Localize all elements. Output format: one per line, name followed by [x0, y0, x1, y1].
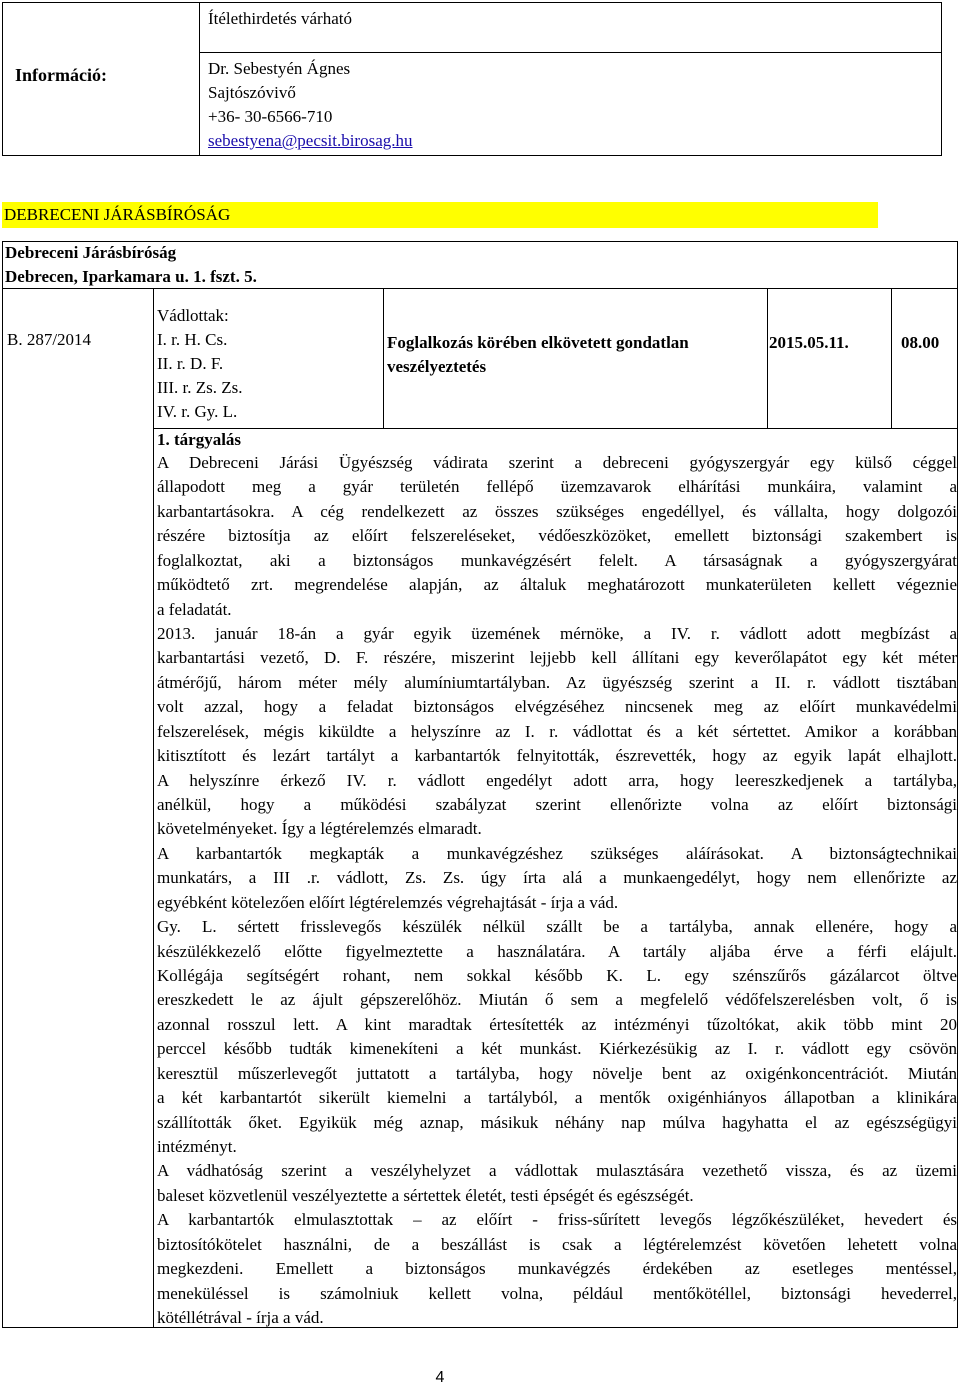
page-number: 4	[435, 1369, 445, 1386]
description-line: anélkül, hogy a működési szabályzat szerint ellenőrizte volna az előírt biztonsági	[157, 795, 957, 814]
description-line: készülékkezelő előtte figyelmeztette a használatára. A tartály aljába érve a férfi elájult.	[157, 942, 957, 961]
description-line: 2013. január 18-án a gyár egyik üzemének mérnöke, a IV. r. vádlott adott megbízást a	[157, 624, 957, 643]
case-table	[2, 241, 958, 1328]
description-line: azonnal rosszul lett. A kint maradtak értesítették az intézményi tűzoltókat, akik több mint 20	[157, 1015, 957, 1034]
description-line: kitisztított és lezárt tartályt a karbantartók felnyitották, észrevették, hogy az egyik lapát elhajlott.	[157, 746, 957, 765]
description-line: egyébként kötelezően előírt légtérelemzés végrehajtását - írja a vád.	[157, 893, 619, 912]
description-line: biztosítókötelet használni, de a beszállást is csak a légtérelemzést követően lehetett volna	[157, 1235, 957, 1254]
divider	[767, 288, 768, 428]
description-line: kötéllétrával - írja a vád.	[157, 1308, 324, 1327]
divider	[383, 288, 384, 428]
description-line: A karbantartók megkapták a munkavégzéshez szükséges aláírásokat. A biztonságtechnikai	[157, 844, 957, 863]
contact-phone: +36- 30-6566-710	[208, 107, 333, 126]
divider	[891, 288, 892, 428]
description-line: baleset közvetlenül veszélyeztette a sértettek életét, testi épségét és egészségét.	[157, 1186, 694, 1205]
description-line: intézményt.	[157, 1137, 237, 1156]
description-line: A helyszínre érkező IV. r. vádlott engedélyt adott arra, hogy leereszkedjenek a tartályba,	[157, 771, 957, 790]
description-line: a feladatát.	[157, 600, 232, 619]
description-line: átmérőjű, három méter mély alumíniumtartályban. Az ügyészség szerint a II. r. vádlott tisztában	[157, 673, 957, 692]
description-line: állapodott meg a gyár területén fellépő üzemzavarok elhárítási munkáira, valamint a	[157, 477, 957, 496]
description-line: követelményeket. Így a légtérelemzés elmaradt.	[157, 819, 482, 838]
verdict-note: Ítélethirdetés várható	[208, 9, 352, 28]
description-line: karbantartásokra. A cég rendelkezett az összes szükséges engedéllyel, és vállalta, hogy dolgozói	[157, 502, 957, 521]
court-header-bar	[2, 202, 878, 228]
hearing-date: 2015.05.11.	[769, 333, 849, 352]
description-line: működtető zrt. megrendelése alapján, az általuk meghatározott munkaterületen kellett végeznie	[157, 575, 957, 594]
info-label-cell	[3, 53, 199, 155]
defendant-item: II. r. D. F.	[157, 354, 224, 373]
description-line: foglalkoztat, aki a biztonságos munkavégzésért felelt. A társaságnak a gyógyszergyárat	[157, 551, 957, 570]
info-label: Információ:	[15, 65, 107, 85]
defendants-label: Vádlottak:	[157, 306, 229, 325]
court-name: Debreceni Járásbíróság	[5, 243, 177, 262]
description-line: munkatárs, a III .r. vádlott, Zs. Zs. úgy írta alá a munkaengedélyt, hogy nem ellenőrizte az	[157, 868, 957, 887]
charge-line-2: veszélyeztetés	[387, 357, 487, 376]
description-line: karbantartási vezető, D. F. részére, miszerint lejjebb kell állítani egy keverőlapátot egy két méter	[157, 648, 957, 667]
hearing-time: 08.00	[901, 333, 940, 352]
description-line: A karbantartók elmulasztottak – az előírt - friss-sűrített levegős légzőkészüléket, hevedert és	[157, 1210, 957, 1229]
divider	[153, 428, 957, 429]
contact-email-link[interactable]: sebestyena@pecsit.birosag.hu	[208, 131, 413, 150]
description-line: Gy. L. sértett frisslevegős készülék nélkül szállt be a tartályba, annak ellenére, hogy a	[157, 917, 957, 936]
description-line: ereszkedett le az ájult gépszerelőhöz. Miután ő sem a megfelelő védőfelszerelésben volt, ő is	[157, 990, 957, 1009]
description-line: megkezdeni. Emellett a biztonságos munkavégzés érdekében az esetleges mentéssel,	[157, 1259, 957, 1278]
description-line: volt azzal, hogy a feladat biztonságos elvégzéséhez nincsenek meg az előírt munkavédelmi	[157, 697, 957, 716]
description-line: szállították őket. Egyikük még aznap, másikuk néhány nap múlva hagyhatta el az egészségügyi	[157, 1113, 957, 1132]
description-line: Kollégája segítségért rohant, nem sokkal később K. L. egy szénszűrős gázálarcot öltve	[157, 966, 957, 985]
court-header: DEBRECENI JÁRÁSBÍRÓSÁG	[4, 205, 231, 224]
description-line: részére biztosítja az előírt felszereléseket, védőeszközöket, emellett biztonsági szakembert is	[157, 526, 957, 545]
divider	[153, 288, 154, 1328]
description-line: a két karbantartót sikerült kiemelni a tartályból, a mentők oxigénhiányos állapotban a klinikára	[157, 1088, 957, 1107]
description-line: perccel később tudták kimenekíteni a két munkást. Kiérkezésükig az I. r. vádlott egy csövön	[157, 1039, 957, 1058]
verdict-cell	[199, 3, 941, 53]
info-table	[2, 2, 942, 156]
case-number: B. 287/2014	[7, 330, 92, 349]
contact-cell	[199, 53, 941, 155]
description-line: A Debreceni Járási Ügyészség vádirata szerint a debreceni gyógyszergyár egy külső céggel	[157, 453, 957, 472]
description-line: A vádhatóság szerint a veszélyhelyzet a vádlottak mulasztására vezethető vissza, és az üzemi	[157, 1161, 957, 1180]
defendant-item: I. r. H. Cs.	[157, 330, 228, 349]
divider	[3, 288, 957, 289]
contact-role: Sajtószóvivő	[208, 83, 296, 102]
contact-name: Dr. Sebestyén Ágnes	[208, 59, 351, 78]
charge-line-1: Foglalkozás körében elkövetett gondatlan	[387, 333, 689, 352]
hearing-type: 1. tárgyalás	[157, 430, 242, 449]
description-line: keresztül műszerlevegőt juttatott a tartályba, hogy növelje bent az oxigénkoncentrációt. Miután	[157, 1064, 957, 1083]
defendant-item: IV. r. Gy. L.	[157, 402, 238, 421]
defendant-item: III. r. Zs. Zs.	[157, 378, 243, 397]
description-line: meneküléssel is számolniuk kellett volna, például mentőkötéllel, biztonsági hevederrel,	[157, 1284, 957, 1303]
description-line: felszerelések, mégis kiküldte a helyszínre az I. r. vádlottat és a két sértettet. Amikor a korábban	[157, 722, 957, 741]
court-address: Debrecen, Iparkamara u. 1. fszt. 5.	[5, 267, 257, 286]
